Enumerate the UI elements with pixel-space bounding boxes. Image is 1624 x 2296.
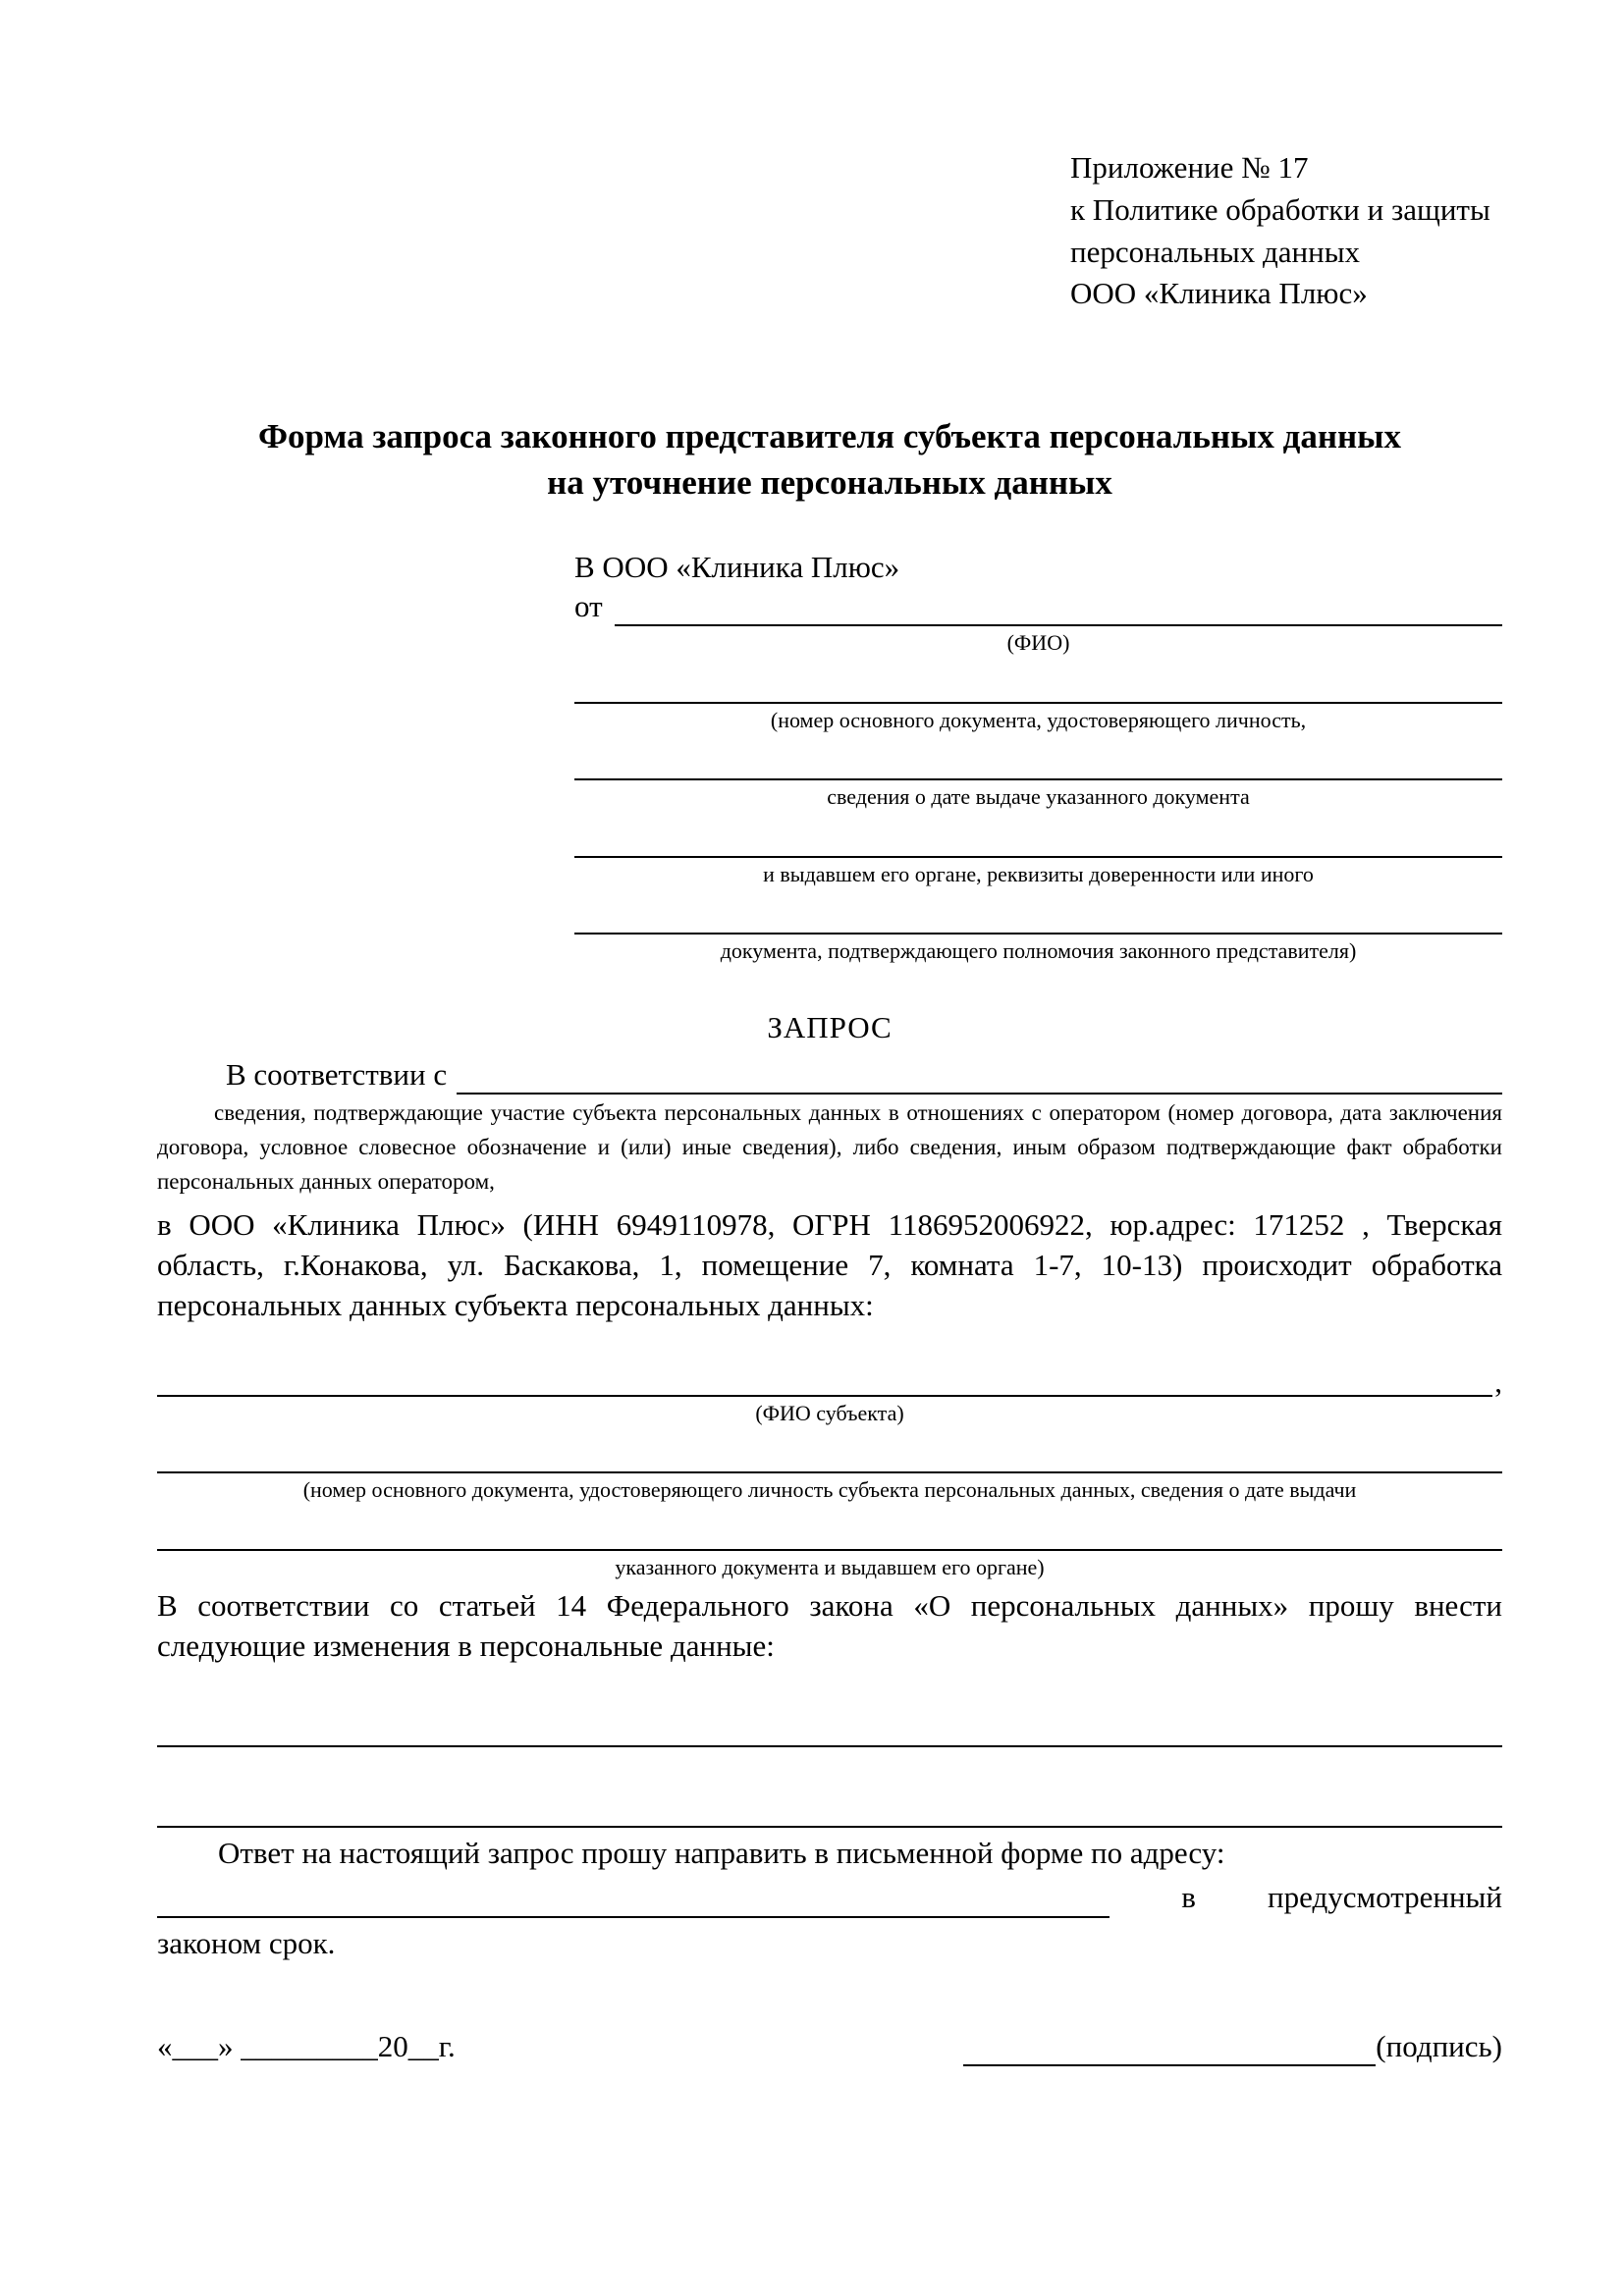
reply-intro-paragraph: Ответ на настоящий запрос прошу направить в письменной форме по адресу:	[218, 1836, 1225, 1871]
signature-group	[963, 2027, 1502, 2066]
reply-word-stipulated: предусмотренный	[1268, 1880, 1502, 1915]
date-signature-row	[157, 2027, 1502, 2066]
article-paragraph: В соответствии со статьей 14 Федерального закона «О персональных данных» прошу внести следующие изменения в персональные данные:	[157, 1588, 1502, 1664]
blank-field-representative-document	[574, 657, 1502, 704]
blank-field-issuing-authority	[574, 811, 1502, 858]
blank-field-document-issue-date	[574, 733, 1502, 780]
addressee-from-label: от	[574, 588, 603, 623]
caption-document-3: и выдавшем его органе, реквизиты доверенности или иного	[763, 861, 1314, 886]
caption-subject-document-1: (номер основного документа, удостоверяющего личность субъекта персональных данных, сведения о дате выдачи	[302, 1477, 1357, 1503]
blank-field-changes-line-1	[157, 1700, 1502, 1747]
caption-subject-fio: (ФИО субъекта)	[755, 1400, 904, 1425]
blank-field-signature	[963, 2033, 1376, 2066]
appendix-block	[1070, 147, 1502, 315]
caption-document-4: документа, подтверждающего полномочия законного представителя)	[720, 938, 1357, 964]
blank-field-relation-details	[457, 1059, 1502, 1095]
appendix-line-3: персональных данных	[1070, 234, 1361, 269]
subject-fio-comma: ,	[1494, 1363, 1502, 1399]
caption-document-1: (номер основного документа, удостоверяющего личность,	[770, 707, 1307, 732]
blank-field-representative-fio	[615, 591, 1502, 626]
appendix-line-4: ООО «Клиника Плюс»	[1070, 276, 1368, 311]
caption-document-2: сведения о дате выдаче указанного документа	[827, 784, 1250, 810]
request-intro-row	[157, 1055, 1502, 1095]
appendix-line-2: к Политике обработки и защиты	[1070, 191, 1490, 227]
request-footnote: сведения, подтверждающие участие субъекта персональных данных в отношениях с оператором (номер договора, дата заключения договора, условное словесное обозначение и (или) иные сведения), либо сведения, иным образом подтверждающие факт обработки персональных данных оператором,	[157, 1100, 1502, 1195]
document-title-line-1: Форма запроса законного представителя субъекта персональных данных	[258, 417, 1401, 456]
blank-field-subject-fio	[157, 1362, 1492, 1397]
reply-end-paragraph: законом срок.	[157, 1925, 336, 1960]
caption-fio: (ФИО)	[1006, 630, 1070, 656]
signature-caption: (подпись)	[1376, 2028, 1502, 2063]
addressee-block	[574, 548, 1502, 965]
document-title	[157, 413, 1502, 507]
request-intro-prefix: В соответствии с	[226, 1056, 448, 1092]
blank-field-power-of-attorney	[574, 887, 1502, 934]
blank-field-subject-document	[157, 1426, 1502, 1473]
request-heading: ЗАПРОС	[767, 1009, 893, 1044]
caption-subject-document-2: указанного документа и выдавшем его органе)	[615, 1554, 1045, 1579]
reply-address-row	[157, 1878, 1502, 1918]
addressee-from-row	[574, 587, 1502, 626]
addressee-to: В ООО «Клиника Плюс»	[574, 549, 900, 584]
subject-fio-row	[157, 1362, 1502, 1397]
appendix-line-1: Приложение № 17	[1070, 150, 1309, 185]
blank-field-subject-document-issuer	[157, 1504, 1502, 1551]
document-title-line-2: на уточнение персональных данных	[547, 463, 1112, 503]
operator-paragraph: в ООО «Клиника Плюс» (ИНН 6949110978, ОГРН 1186952006922, юр.адрес: 171252 , Тверская область, г.Конакова, ул. Баскакова, 1, помещение 7, комната 1-7, 10-13) происходит обработка персональных данных субъекта персональных данных:	[157, 1207, 1502, 1322]
reply-word-in: в	[1181, 1880, 1196, 1915]
blank-field-reply-address	[157, 1883, 1110, 1918]
date-line: «___» _________20__г.	[157, 2028, 456, 2063]
blank-field-changes-line-2	[157, 1781, 1502, 1828]
